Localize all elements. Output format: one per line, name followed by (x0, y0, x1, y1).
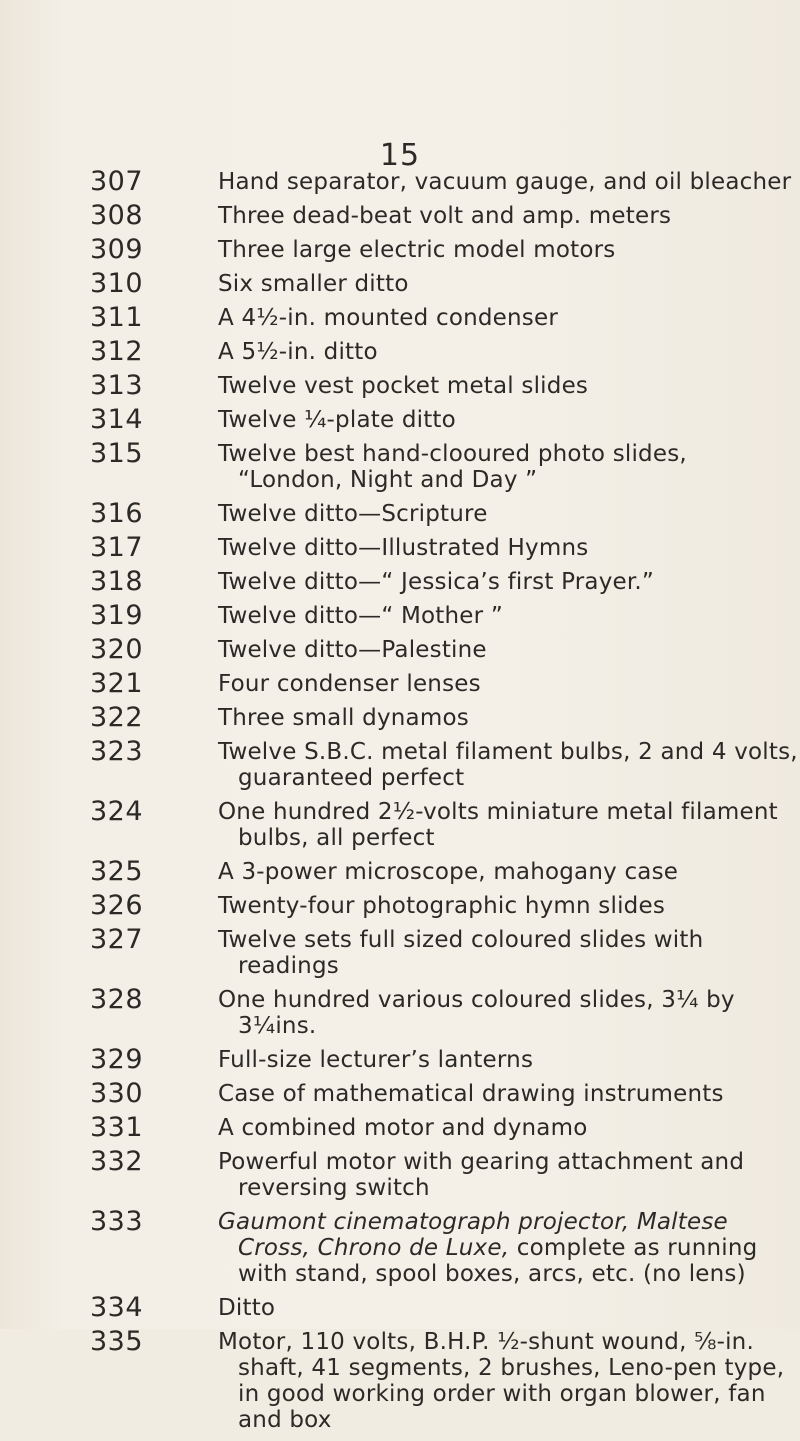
lot-description: Twelve ditto—Illustrated Hymns (218, 535, 589, 561)
lot-entry (0, 1292, 800, 1323)
lot-number: 325 (90, 856, 144, 887)
lot-number: 322 (90, 702, 144, 733)
lot-number: 316 (90, 498, 144, 529)
lot-number: 335 (90, 1326, 144, 1357)
lot-description: Twelve best hand-clooured photo slides, “London, Night and Day ” (218, 441, 687, 493)
lot-entry (0, 668, 800, 699)
lot-entry (0, 302, 800, 333)
lot-number: 317 (90, 532, 144, 563)
lot-entry (0, 404, 800, 435)
lot-description: A combined motor and dynamo (218, 1115, 588, 1141)
lot-number: 326 (90, 890, 144, 921)
lot-description: Twelve ditto—Palestine (218, 637, 487, 663)
lot-entry (0, 532, 800, 563)
lot-entry (0, 566, 800, 597)
lot-description: A 3-power microscope, mahogany case (218, 859, 679, 885)
lot-description: A 5½-in. ditto (218, 339, 378, 365)
lot-number: 311 (90, 302, 144, 333)
lot-description: One hundred various coloured slides, 3¼ by 3¼ins. (218, 987, 735, 1039)
lot-entry (0, 498, 800, 529)
lot-description: One hundred 2½-volts miniature metal filament bulbs, all perfect (218, 799, 778, 851)
lot-number: 318 (90, 566, 144, 597)
lot-number: 313 (90, 370, 144, 401)
lot-description: A 4½-in. mounted condenser (218, 305, 558, 331)
lot-description-italic: Gaumont cinematograph projector, Maltese Cross, Chrono de Luxe, (218, 1209, 728, 1261)
lot-description: Motor, 110 volts, B.H.P. ½-shunt wound, ⅝-in. shaft, 41 segments, 2 brushes, Leno-pen type, in good working order with organ blower, fan and box (218, 1329, 785, 1433)
page-number: 15 (379, 138, 421, 173)
lot-description: Six smaller ditto (218, 271, 409, 297)
lot-number: 334 (90, 1292, 144, 1323)
lot-entry (0, 796, 800, 851)
lot-number: 328 (90, 984, 144, 1015)
lot-entry (0, 634, 800, 665)
lot-description: Twenty-four photographic hymn slides (218, 893, 666, 919)
lot-description: Twelve ditto—“ Mother ” (218, 603, 503, 629)
lot-number: 332 (90, 1146, 144, 1177)
lot-entry (0, 1078, 800, 1109)
lot-entry (0, 890, 800, 921)
lot-description: Hand separator, vacuum gauge, and oil bleacher (218, 169, 792, 195)
lot-number: 330 (90, 1078, 144, 1109)
lot-entry (0, 234, 800, 265)
lot-entry (0, 736, 800, 791)
lot-description: Powerful motor with gearing attachment and reversing switch (218, 1149, 745, 1201)
lot-number: 309 (90, 234, 144, 265)
lot-description: Twelve S.B.C. metal filament bulbs, 2 and 4 volts, guaranteed perfect (218, 739, 798, 791)
lot-number: 315 (90, 438, 144, 469)
lot-entry (0, 1146, 800, 1201)
lot-number: 321 (90, 668, 144, 699)
lot-number: 320 (90, 634, 144, 665)
lot-description: Case of mathematical drawing instruments (218, 1081, 724, 1107)
lot-description: Four condenser lenses (218, 671, 481, 697)
lot-description: Three small dynamos (218, 705, 469, 731)
lot-entry (0, 984, 800, 1039)
lot-list (0, 166, 800, 1441)
lot-number: 319 (90, 600, 144, 631)
lot-entry (0, 336, 800, 367)
lot-number: 329 (90, 1044, 144, 1075)
lot-entry (0, 856, 800, 887)
lot-entry (0, 600, 800, 631)
lot-description: Twelve ditto—Scripture (218, 501, 488, 527)
lot-entry (0, 166, 800, 197)
lot-number: 307 (90, 166, 144, 197)
lot-number: 323 (90, 736, 144, 767)
lot-entry (0, 1044, 800, 1075)
lot-description: Three large electric model motors (218, 237, 616, 263)
lot-description: Twelve vest pocket metal slides (218, 373, 589, 399)
lot-number: 327 (90, 924, 144, 955)
lot-number: 308 (90, 200, 144, 231)
lot-number: 331 (90, 1112, 144, 1143)
lot-entry (0, 924, 800, 979)
lot-entry (0, 438, 800, 493)
lot-number: 333 (90, 1206, 144, 1237)
lot-entry (0, 200, 800, 231)
lot-number: 324 (90, 796, 144, 827)
lot-description: Full-size lecturer’s lanterns (218, 1047, 534, 1073)
lot-entry (0, 1206, 800, 1287)
lot-entry (0, 268, 800, 299)
lot-entry (0, 1112, 800, 1143)
lot-description: Twelve ¼-plate ditto (218, 407, 456, 433)
lot-entry (0, 702, 800, 733)
lot-description: Twelve ditto—“ Jessica’s first Prayer.” (218, 569, 655, 595)
lot-number: 312 (90, 336, 144, 367)
lot-description: Twelve sets full sized coloured slides with readings (218, 927, 704, 979)
lot-entry (0, 370, 800, 401)
lot-description (218, 1209, 798, 1287)
lot-entry (0, 1326, 800, 1433)
lot-description: Ditto (218, 1295, 276, 1321)
lot-description: Three dead-beat volt and amp. meters (218, 203, 672, 229)
lot-description-rest: complete as running with stand, spool boxes, arcs, etc. (no lens) (238, 1235, 758, 1287)
lot-number: 314 (90, 404, 144, 435)
lot-number: 310 (90, 268, 144, 299)
